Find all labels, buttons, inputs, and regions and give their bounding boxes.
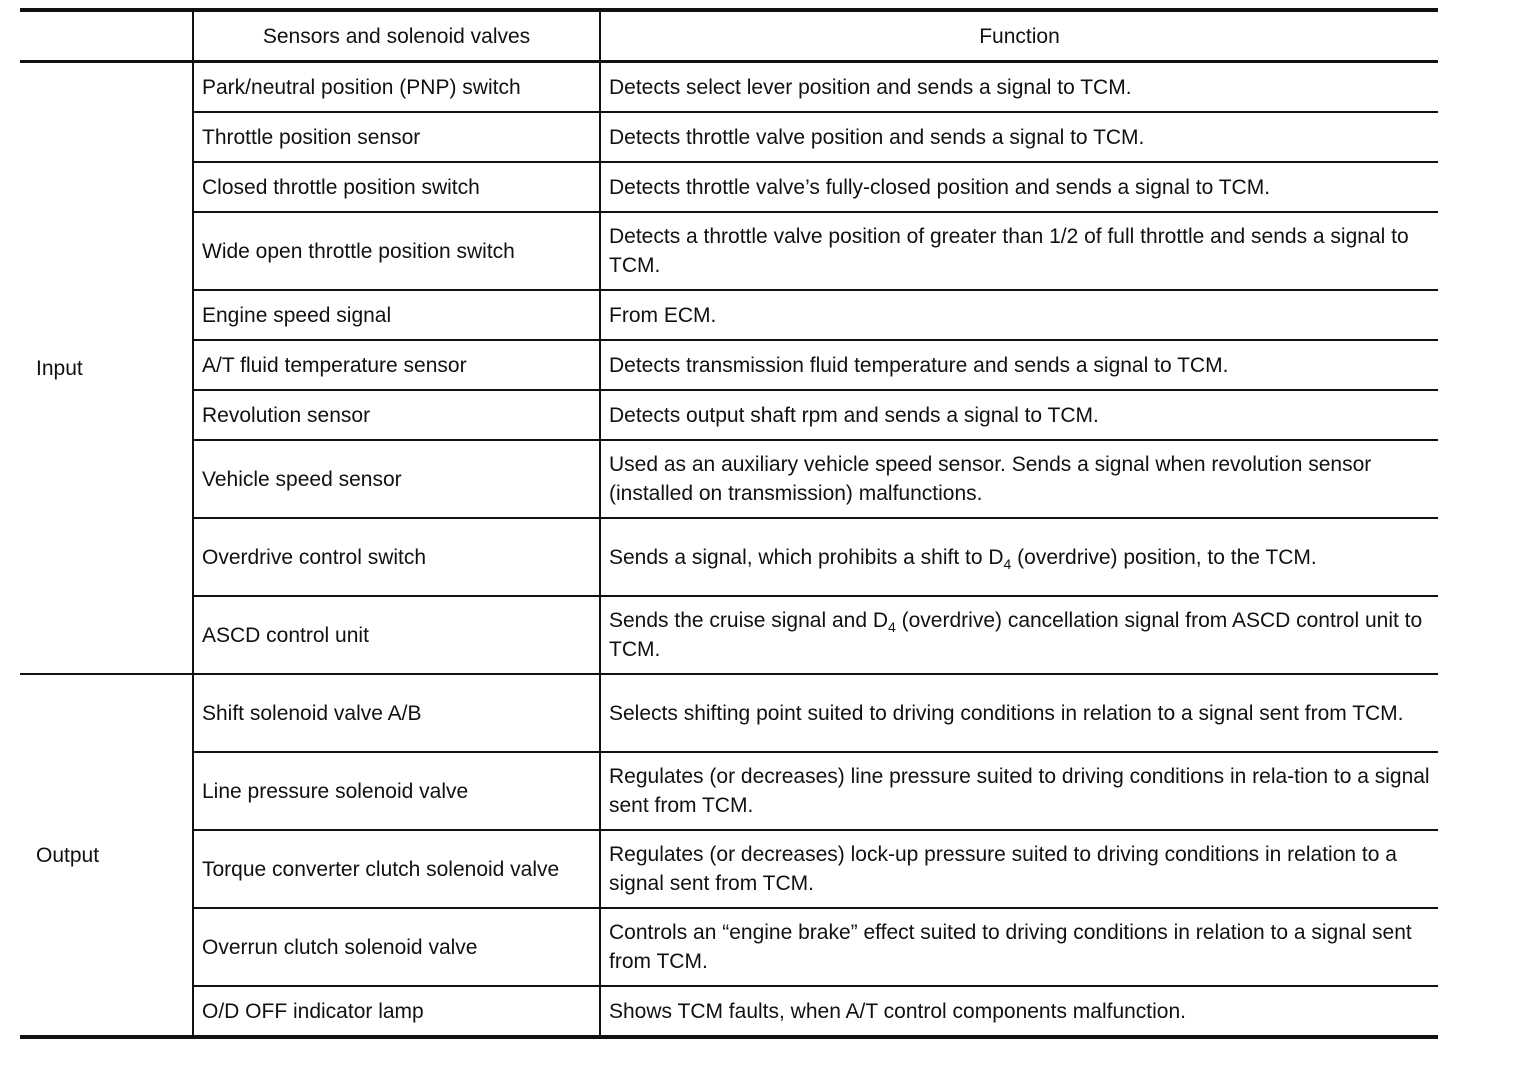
sensor-cell: Shift solenoid valve A/B bbox=[193, 674, 600, 752]
sensor-function-table bbox=[20, 8, 1438, 1039]
table-row bbox=[20, 596, 1438, 674]
function-cell: Detects output shaft rpm and sends a signal to TCM. bbox=[600, 390, 1438, 440]
sensor-cell: Park/neutral position (PNP) switch bbox=[193, 62, 600, 113]
table-row bbox=[20, 390, 1438, 440]
table-row bbox=[20, 440, 1438, 518]
function-cell: Regulates (or decreases) line pressure suited to driving conditions in rela-tion to a signal sent from TCM. bbox=[600, 752, 1438, 830]
function-subscript: 4 bbox=[1003, 555, 1012, 572]
header-function-column: Function bbox=[600, 10, 1438, 62]
table-row bbox=[20, 518, 1438, 596]
table-row bbox=[20, 830, 1438, 908]
sensor-cell: Revolution sensor bbox=[193, 390, 600, 440]
table-row bbox=[20, 752, 1438, 830]
function-cell: Detects select lever position and sends a signal to TCM. bbox=[600, 62, 1438, 113]
function-cell: Detects throttle valve position and sends a signal to TCM. bbox=[600, 112, 1438, 162]
header-sensors-column: Sensors and solenoid valves bbox=[193, 10, 600, 62]
sensor-cell: ASCD control unit bbox=[193, 596, 600, 674]
table-row bbox=[20, 212, 1438, 290]
sensor-cell: Wide open throttle position switch bbox=[193, 212, 600, 290]
function-cell: Detects throttle valve’s fully-closed position and sends a signal to TCM. bbox=[600, 162, 1438, 212]
group-label-input: Input bbox=[20, 62, 193, 675]
table-row bbox=[20, 162, 1438, 212]
sensor-cell: O/D OFF indicator lamp bbox=[193, 986, 600, 1037]
table-row bbox=[20, 112, 1438, 162]
table-header-row bbox=[20, 10, 1438, 62]
table-row bbox=[20, 986, 1438, 1037]
function-cell bbox=[600, 518, 1438, 596]
group-label-output: Output bbox=[20, 674, 193, 1037]
sensor-cell: A/T fluid temperature sensor bbox=[193, 340, 600, 390]
sensor-cell: Overdrive control switch bbox=[193, 518, 600, 596]
header-group-column bbox=[20, 10, 193, 62]
sensor-cell: Closed throttle position switch bbox=[193, 162, 600, 212]
function-subscript: 4 bbox=[888, 619, 896, 636]
table-row bbox=[20, 340, 1438, 390]
function-cell: Regulates (or decreases) lock-up pressure suited to driving conditions in relation to a signal sent from TCM. bbox=[600, 830, 1438, 908]
table-row bbox=[20, 62, 1438, 113]
function-cell: Controls an “engine brake” effect suited to driving conditions in relation to a signal sent from TCM. bbox=[600, 908, 1438, 986]
sensor-cell: Throttle position sensor bbox=[193, 112, 600, 162]
function-cell bbox=[600, 596, 1438, 674]
function-text: Sends the cruise signal and D bbox=[609, 609, 888, 632]
sensor-cell: Overrun clutch solenoid valve bbox=[193, 908, 600, 986]
sensor-cell: Line pressure solenoid valve bbox=[193, 752, 600, 830]
function-cell: Detects a throttle valve position of greater than 1/2 of full throttle and sends a signal to TCM. bbox=[600, 212, 1438, 290]
sensor-cell: Engine speed signal bbox=[193, 290, 600, 340]
table-row bbox=[20, 674, 1438, 752]
function-text: Sends a signal, which prohibits a shift to D bbox=[609, 545, 1004, 569]
function-cell: From ECM. bbox=[600, 290, 1438, 340]
function-cell: Used as an auxiliary vehicle speed sensor. Sends a signal when revolution sensor (installed on transmission) malfunctions. bbox=[600, 440, 1438, 518]
function-cell: Selects shifting point suited to driving conditions in relation to a signal sent from TCM. bbox=[600, 674, 1438, 752]
function-cell: Detects transmission fluid temperature and sends a signal to TCM. bbox=[600, 340, 1438, 390]
table-row bbox=[20, 290, 1438, 340]
sensor-cell: Vehicle speed sensor bbox=[193, 440, 600, 518]
function-text: (overdrive) position, to the TCM. bbox=[1011, 545, 1317, 569]
function-text: (overdrive) cancellation signal from ASCD control unit to TCM. bbox=[609, 609, 1423, 661]
function-cell: Shows TCM faults, when A/T control components malfunction. bbox=[600, 986, 1438, 1037]
table-row bbox=[20, 908, 1438, 986]
sensor-cell: Torque converter clutch solenoid valve bbox=[193, 830, 600, 908]
